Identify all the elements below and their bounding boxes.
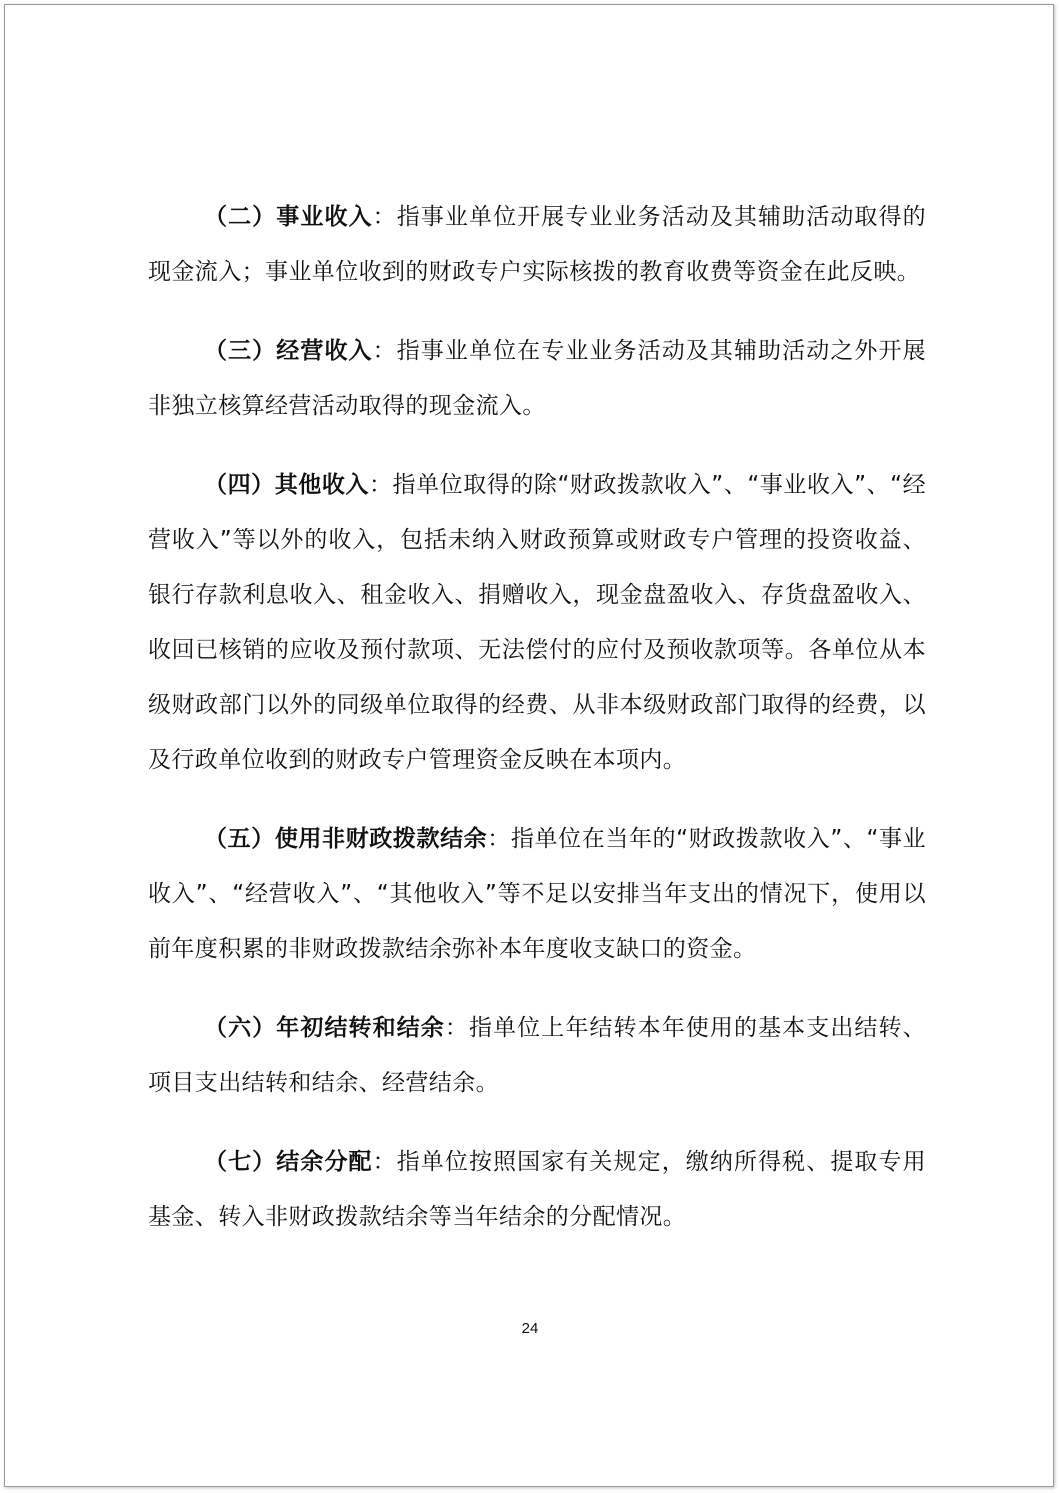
paragraph-heading: （六）年初结转和结余 xyxy=(204,1015,445,1041)
paragraph-opening-carryover xyxy=(148,1001,926,1111)
document-body xyxy=(148,190,926,1269)
paragraph-other-income xyxy=(148,458,926,788)
paragraph-text: ：指事业单位在专业业务活动及其辅助活动之外开展非独立核算经营活动取得的现金流入。 xyxy=(148,338,926,419)
paragraph-text: ：指单位取得的除“财政拨款收入”、“事业收入”、“经营收入”等以外的收入，包括未纳入财政预算或财政专户管理的投资收益、银行存款利息收入、租金收入、捐赠收入，现金盘盈收入、存货盘盈收入、收回已核销的应收及预付款项、无法偿付的应付及预收款项等。各单位从本级财政部门以外的同级单位取得的经费、从非本级财政部门取得的经费，以及行政单位收到的财政专户管理资金反映在本项内。 xyxy=(148,472,926,773)
paragraph-text: ：指单位按照国家有关规定，缴纳所得税、提取专用基金、转入非财政拨款结余等当年结余的分配情况。 xyxy=(148,1149,926,1230)
paragraph-heading: （四）其他收入 xyxy=(204,472,369,498)
paragraph-surplus-distribution xyxy=(148,1135,926,1245)
paragraph-heading: （五）使用非财政拨款结余 xyxy=(204,826,488,852)
paragraph-operating-income xyxy=(148,324,926,434)
page-number: 24 xyxy=(521,1320,539,1337)
paragraph-text: ：指单位上年结转本年使用的基本支出结转、项目支出结转和结余、经营结余。 xyxy=(148,1015,927,1096)
paragraph-heading: （二）事业收入 xyxy=(204,204,373,230)
paragraph-business-income xyxy=(148,190,926,300)
paragraph-text: ：指事业单位开展专业业务活动及其辅助活动取得的现金流入；事业单位收到的财政专户实际核拨的教育收费等资金在此反映。 xyxy=(148,204,926,285)
paragraph-heading: （三）经营收入 xyxy=(204,338,373,364)
paragraph-non-fiscal-surplus xyxy=(148,812,926,977)
paragraph-text: ：指单位在当年的“财政拨款收入”、“事业收入”、“经营收入”、“其他收入”等不足以安排当年支出的情况下，使用以前年度积累的非财政拨款结余弥补本年度收支缺口的资金。 xyxy=(148,826,926,962)
paragraph-heading: （七）结余分配 xyxy=(204,1149,373,1175)
